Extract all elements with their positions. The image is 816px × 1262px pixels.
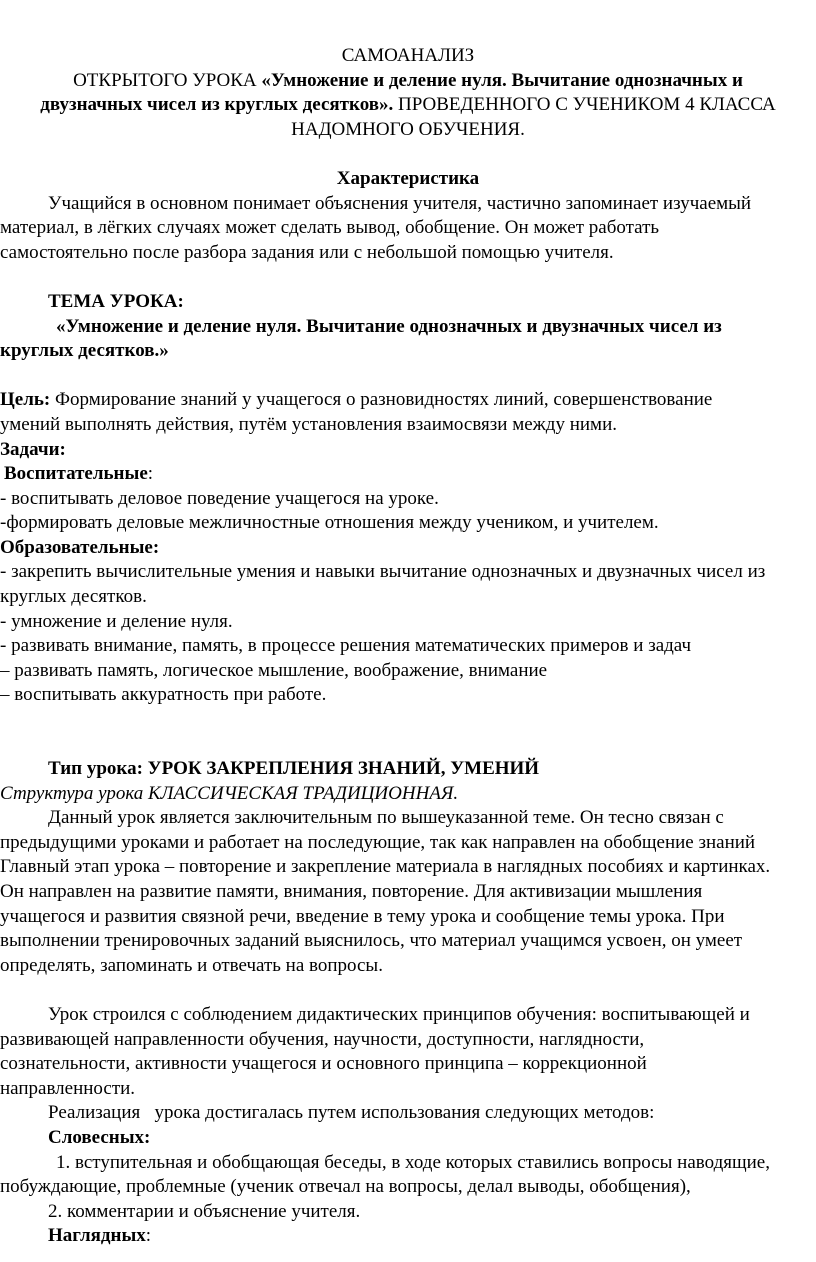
visual-colon: : xyxy=(145,1225,152,1247)
subtitle-prefix: ОТКРЫТОГО УРОКА xyxy=(73,69,262,91)
spacer xyxy=(0,978,776,1003)
goal-label: Цель: xyxy=(0,389,51,411)
upbringing-colon: : xyxy=(147,463,154,485)
lesson-type: Тип урока: УРОК ЗАКРЕПЛЕНИЯ ЗНАНИЙ, УМЕНИЙ xyxy=(48,758,540,780)
upbringing-item-1: - воспитывать деловое поведение учащегося на уроке. xyxy=(0,487,439,509)
educational-item-3: - развивать внимание, память, в процессе решения математических примеров и задач xyxy=(0,635,692,657)
spacer xyxy=(0,364,776,389)
spacer xyxy=(0,708,776,757)
lesson-name-bold: «Умножение и деление нуля. Вычитание однозначных и двузначных чисел из круглых десятков». xyxy=(40,69,743,116)
body-paragraph-1: Данный урок является заключительным по вышеуказанной теме. Он тесно связан с предыдущими уроками и работает на последующие, так как направлен на обобщение знаний xyxy=(0,807,756,853)
verbal-methods-label: Словесных: xyxy=(48,1126,151,1148)
visual-methods-label: Наглядных xyxy=(48,1225,146,1247)
body-paragraph-2: Главный этап урока – повторение и закрепление материала в наглядных пособиях и картинках. Он направлен на развитие памяти, внимания, повторение. Для активизации мышления учащегося и развития связной речи, введение в тему урока и сообщение темы урока. При выполнении тренировочных заданий выяснилось, что материал учащимся усвоен, он умеет определять, запоминать и отвечать на вопросы. xyxy=(0,856,771,976)
goal-text: Формирование знаний у учащегося о разновидностях линий, совершенствование умений выполнять действия, путём установления взаимосвязи между ними. xyxy=(0,389,713,435)
tasks-label: Задачи: xyxy=(0,438,66,460)
title-text: САМОАНАЛИЗ xyxy=(341,45,475,66)
characteristic-heading: Характеристика xyxy=(336,167,480,189)
lesson-structure: Структура урока КЛАССИЧЕСКАЯ ТРАДИЦИОННАЯ. xyxy=(0,782,459,804)
educational-label: Образовательные: xyxy=(0,536,160,558)
upbringing-heading xyxy=(0,462,776,487)
visual-methods-heading xyxy=(0,1224,776,1249)
body-paragraph-4: Реализация урока достигалась путем использования следующих методов: xyxy=(48,1102,655,1124)
educational-item-5: – воспитывать аккуратность при работе. xyxy=(0,684,327,706)
educational-item-4: – развивать память, логическое мышление, воображение, внимание xyxy=(0,659,548,681)
verbal-item-2: 2. комментарии и объяснение учителя. xyxy=(48,1200,361,1222)
body-paragraph-3: Урок строился с соблюдением дидактических принципов обучения: воспитывающей и развивающей направленности обучения, научности, доступности, наглядности, сознательности, активности учащегося и основного принципа – коррекционной направленности. xyxy=(0,1003,750,1099)
educational-item-2: - умножение и деление нуля. xyxy=(0,610,233,632)
upbringing-item-2: -формировать деловые межличностные отношения между учеником, и учителем. xyxy=(0,512,659,534)
subtitle-suffix: ПРОВЕДЕННОГО С УЧЕНИКОМ 4 КЛАССА НАДОМНОГО ОБУЧЕНИЯ. xyxy=(291,94,776,140)
educational-item-1: - закрепить вычислительные умения и навыки вычитание однозначных и двузначных чисел из круглых десятков. xyxy=(0,561,766,608)
goal-paragraph xyxy=(0,388,776,437)
spacer xyxy=(0,142,776,167)
document-title xyxy=(0,44,776,69)
topic-heading: ТЕМА УРОКА: xyxy=(48,290,184,312)
characteristic-text: Учащийся в основном понимает объяснения учителя, частично запоминает изучаемый материал, в лёгких случаях может сделать вывод, обобщение. Он может работать самостоятельно после разбора задания или с небольшой помощью учителя. xyxy=(0,192,752,263)
spacer xyxy=(0,265,776,290)
document-subtitle xyxy=(0,69,776,143)
upbringing-label: Воспитательные xyxy=(4,463,148,485)
topic-text: «Умножение и деление нуля. Вычитание однозначных и двузначных чисел из круглых десятков.» xyxy=(0,315,722,362)
verbal-item-1: 1. вступительная и обобщающая беседы, в ходе которых ставились вопросы наводящие, побуждающие, проблемные (ученик отвечал на вопросы, делал выводы, обобщения), xyxy=(0,1151,770,1198)
